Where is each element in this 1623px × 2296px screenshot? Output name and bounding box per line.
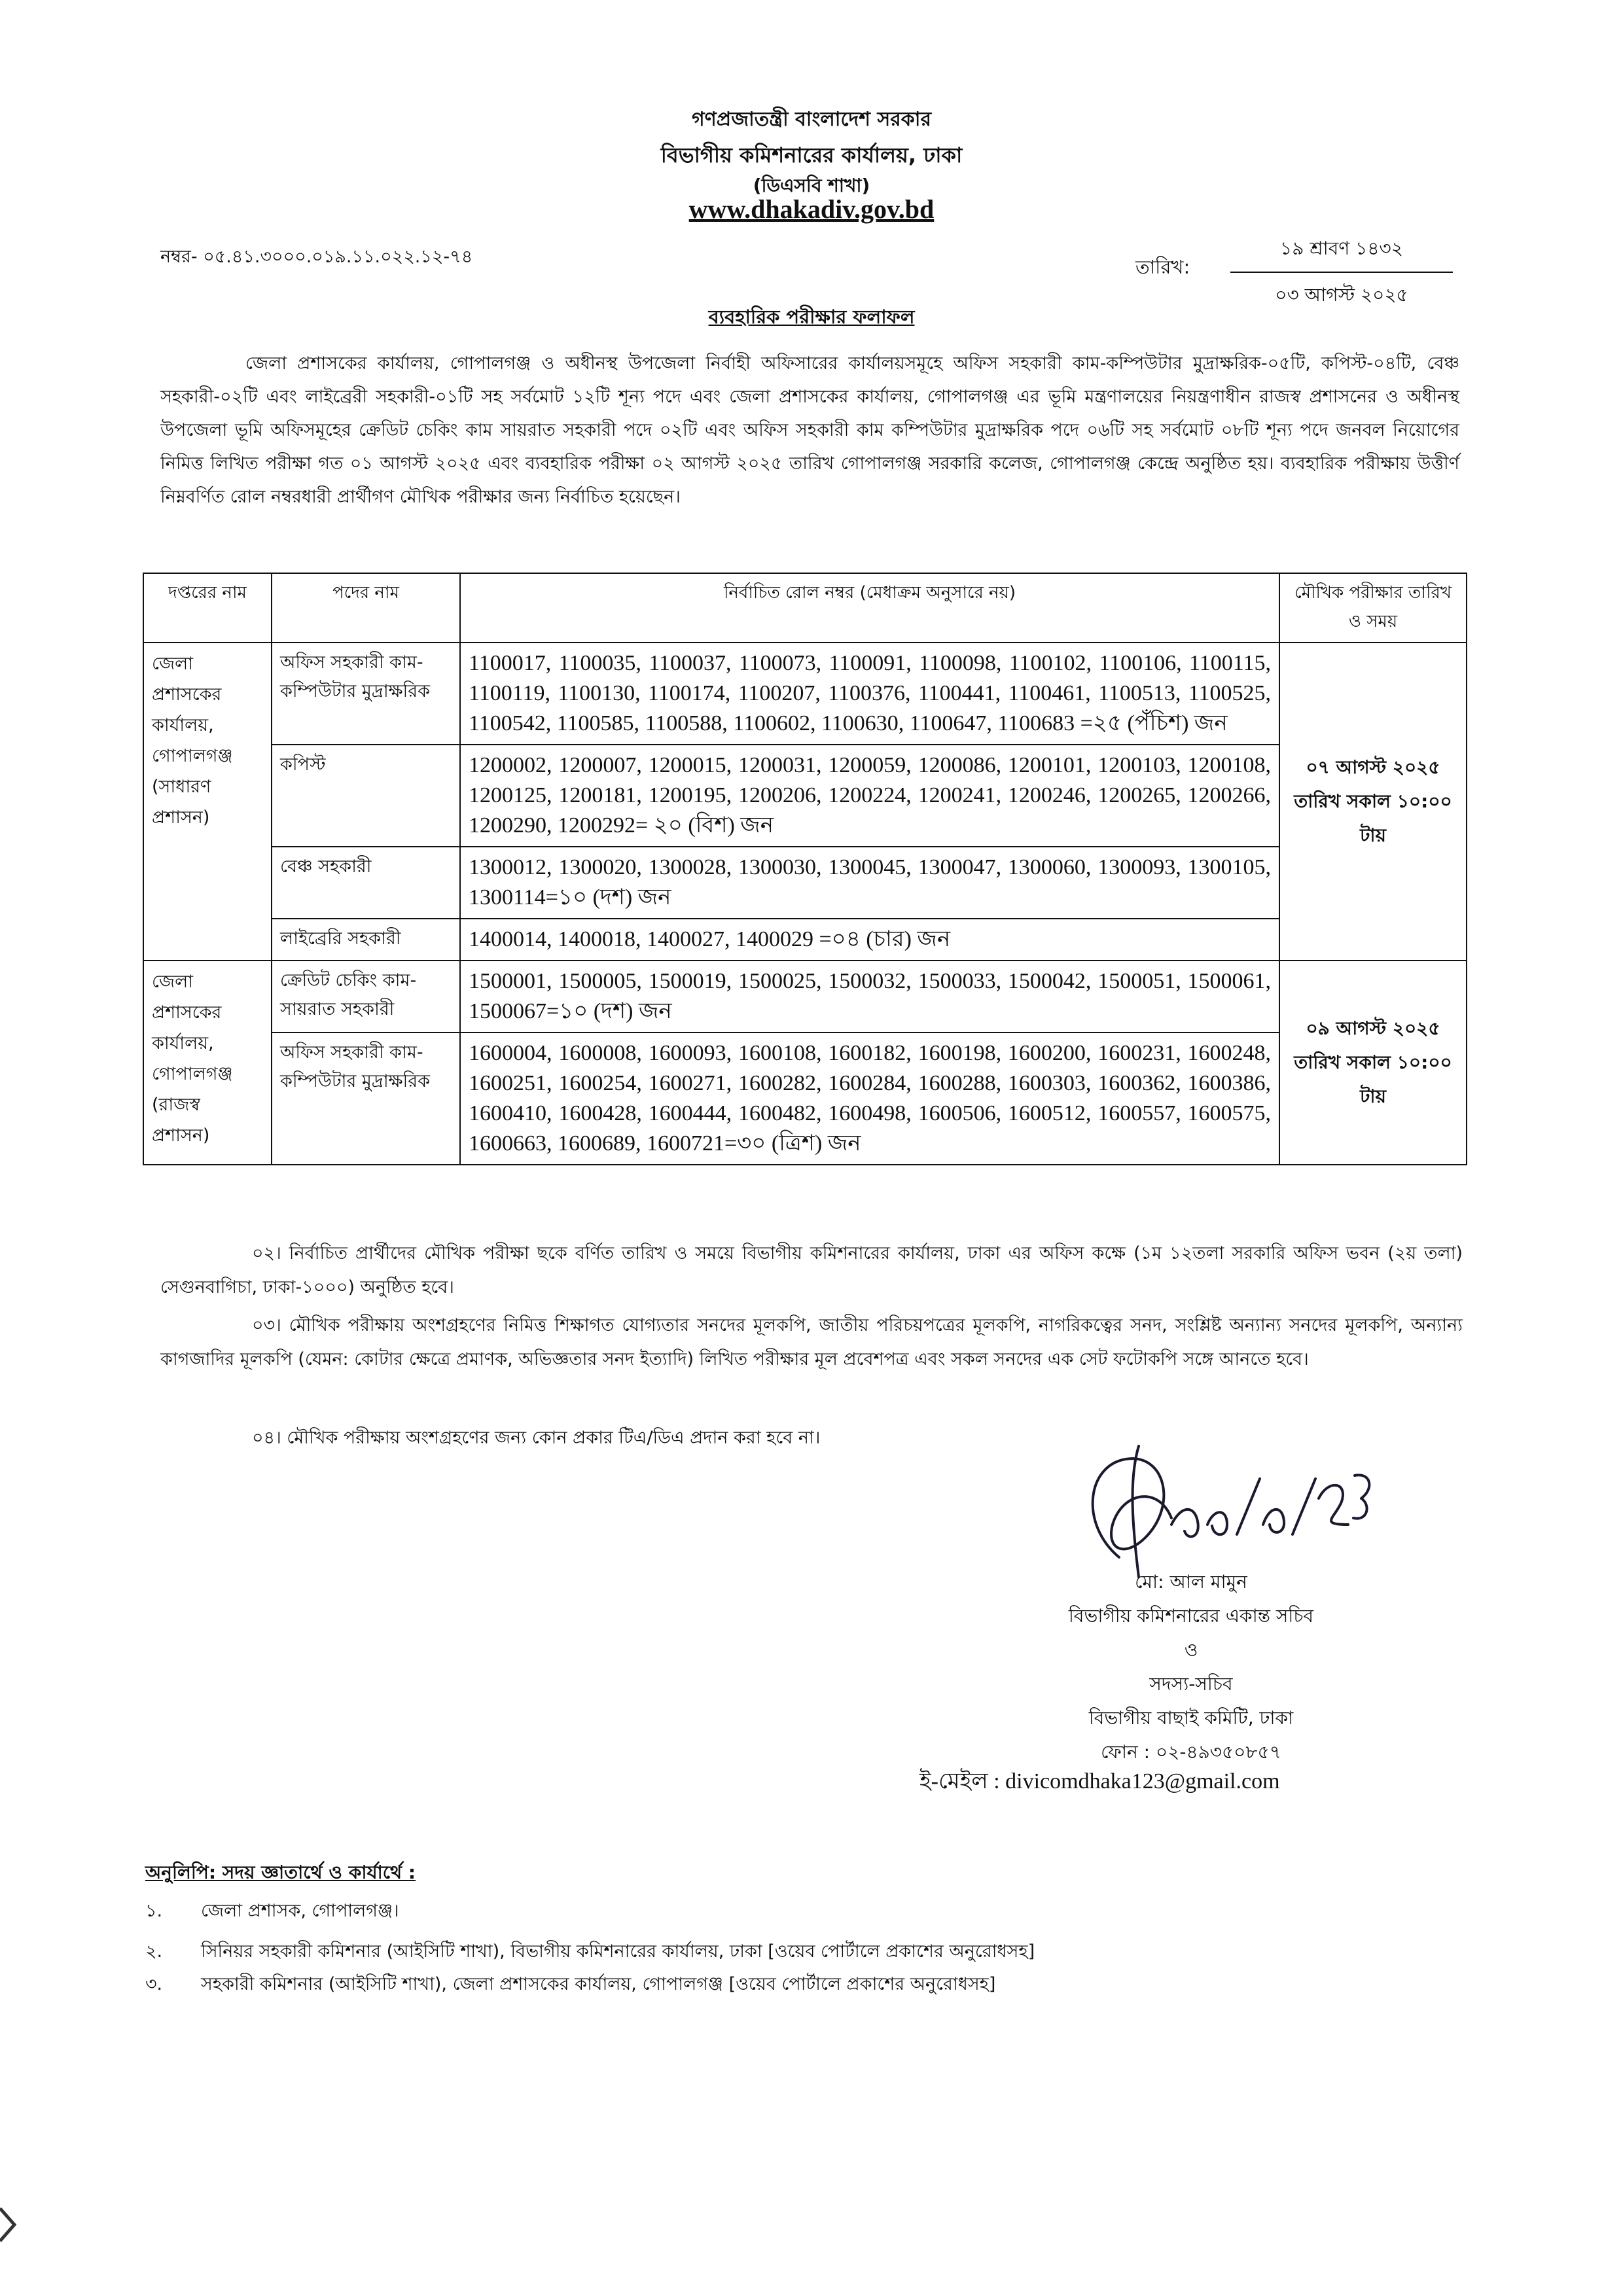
cc-item-text: সিনিয়র সহকারী কমিশনার (আইসিটি শাখা), বিভাগীয় কমিশনারের কার্যালয়, ঢাকা [ওয়েব পোর্টালে প্রকাশের অনুরোধসহ] — [201, 1941, 1035, 1962]
cc-item-text: জেলা প্রশাসক, গোপালগঞ্জ। — [201, 1901, 399, 1921]
cc-item-number: ২. — [145, 1941, 163, 1962]
signatory-designation: বিভাগীয় কমিশনারের একান্ত সচিব — [1068, 1605, 1314, 1627]
date-bangla: ১৯ শ্রাবণ ১৪৩২ — [1230, 234, 1453, 273]
rolls-office-assistant-revenue: 1600004, 1600008, 1600093, 1600108, 1600182, 1600198, 1600200, 1600231, 1600248, 1600251, 1600254, 1600271, 1600282, 1600284, 1600288, 1600303, 1600362, 1600386, 1600410, 1600428, 1600444, 1600482, 1600498, 1600506, 1600512, 1600557, 1600575, 1600663, 1600689, 1600721=৩০ (ত্রিশ) জন — [460, 1033, 1279, 1165]
date-english: ০৩ আগস্ট ২০২৫ — [1275, 284, 1408, 306]
viva-date-general: ০৭ আগস্ট ২০২৫ তারিখ সকাল ১০:০০ টায় — [1279, 643, 1467, 961]
note-ta-da: ০৪। মৌখিক পরীক্ষায় অংশগ্রহণের জন্য কোন প্রকার টিএ/ডিএ প্রদান করা হবে না। — [252, 1428, 821, 1448]
cc-item — [145, 1971, 995, 2000]
cc-title: অনুলিপি: সদয় জ্ঞাতার্থে ও কার্যার্থে : — [145, 1862, 416, 1883]
post-library-assistant: লাইব্রেরি সহকারী — [272, 919, 460, 961]
signatory-committee: বিভাগীয় বাছাই কমিটি, ঢাকা — [1088, 1707, 1294, 1729]
signatory-name: মো: আল মামুন — [1135, 1571, 1247, 1593]
table-row — [143, 643, 1467, 745]
post-bench-assistant: বেঞ্চ সহকারী — [272, 847, 460, 919]
header-website: www.dhakadiv.gov.bd — [688, 194, 935, 224]
cc-item — [145, 1938, 1035, 1968]
date-block — [1230, 234, 1453, 311]
signatory-phone: ফোন : ০২-৪৯৩৫০৮৫৭ — [1101, 1741, 1281, 1763]
cc-item — [145, 1898, 399, 1927]
intro-paragraph: জেলা প্রশাসকের কার্যালয়, গোপালগঞ্জ ও অধীনস্থ উপজেলা নির্বাহী অফিসারের কার্যালয়সমূহে অফিস সহকারী কাম-কম্পিউটার মুদ্রাক্ষরিক-০৫টি, কপিস্ট-০৪টি, বেঞ্চ সহকারী-০২টি এবং লাইব্রেরী সহকারী-০১টি সহ সর্বমোট ১২টি শূন্য পদে এবং জেলা প্রশাসকের কার্যালয়, গোপালগঞ্জ এর ভূমি মন্ত্রণালয়ের নিয়ন্ত্রণাধীন রাজস্ব প্রশাসনের ও অধীনস্থ উপজেলা ভূমি অফিসমূহের ক্রেডিট চেকিং কাম সায়রাত সহকারী পদে ০২টি এবং অফিস সহকারী কাম কম্পিউটার মুদ্রাক্ষরিক পদে ০৬টি সহ সর্বমোট ০৮টি শূন্য পদে জনবল নিয়োগের নিমিত্ত লিখিত পরীক্ষা গত ০১ আগস্ট ২০২৫ এবং ব্যবহারিক পরীক্ষা ০২ আগস্ট ২০২৫ তারিখ গোপালগঞ্জ সরকারি কলেজ, গোপালগঞ্জ কেন্দ্রে অনুষ্ঠিত হয়। ব্যবহারিক পরীক্ষায় উত্তীর্ণ নিম্নবর্ণিত রোল নম্বরধারী প্রার্থীগণ মৌখিক পরীক্ষার জন্য নির্বাচিত হয়েছেন। — [160, 353, 1459, 507]
page-edge-mark — [0, 2205, 26, 2244]
rolls-bench-assistant: 1300012, 1300020, 1300028, 1300030, 1300045, 1300047, 1300060, 1300093, 1300105, 1300114=১০ (দশ) জন — [460, 847, 1279, 919]
header-office: দপ্তরের নাম — [143, 573, 272, 643]
cc-item-text: সহকারী কমিশনার (আইসিটি শাখা), জেলা প্রশাসকের কার্যালয়, গোপালগঞ্জ [ওয়েব পোর্টালে প্রকাশের অনুরোধসহ] — [201, 1974, 996, 1994]
table-row — [143, 919, 1467, 961]
office-revenue-admin: জেলা প্রশাসকের কার্যালয়, গোপালগঞ্জ (রাজস্ব প্রশাসন) — [143, 961, 272, 1165]
post-copyist: কপিস্ট — [272, 745, 460, 847]
rolls-credit-checking: 1500001, 1500005, 1500019, 1500025, 1500032, 1500033, 1500042, 1500051, 1500061, 1500067=১০ (দশ) জন — [460, 961, 1279, 1033]
table-row — [143, 745, 1467, 847]
header-office: বিভাগীয় কমিশনারের কার্যালয়, ঢাকা — [660, 143, 963, 168]
subject-title: ব্যবহারিক পরীক্ষার ফলাফল — [708, 306, 915, 328]
memo-number: নম্বর- ০৫.৪১.৩০০০.০১৯.১১.০২২.১২-৭৪ — [160, 247, 473, 267]
cc-item-number: ৩. — [145, 1974, 163, 1994]
post-credit-checking: ক্রেডিট চেকিং কাম-সায়রাত সহকারী — [272, 961, 460, 1033]
post-office-assistant: অফিস সহকারী কাম-কম্পিউটার মুদ্রাক্ষরিক — [272, 643, 460, 745]
table-row — [143, 1033, 1467, 1165]
results-table — [143, 573, 1467, 1165]
header-branch: (ডিএসবি শাখা) — [753, 175, 870, 196]
note-documents: ০৩। মৌখিক পরীক্ষায় অংশগ্রহণের নিমিত্ত শিক্ষাগত যোগ্যতার সনদের মূলকপি, জাতীয় পরিচয়পত্রের মূলকপি, নাগরিকত্বের সনদ, সংশ্লিষ্ট অন্যান্য সনদের মূলকপি, অন্যান্য কাগজাদির মূলকপি (যেমন: কোটার ক্ষেত্রে প্রমাণক, অভিজ্ঞতার সনদ ইত্যাদি) লিখিত পরীক্ষার মূল প্রবেশপত্র এবং সকল সনদের এক সেট ফটোকপি সঙ্গে আনতে হবে। — [160, 1315, 1463, 1369]
table-row — [143, 847, 1467, 919]
table-row — [143, 961, 1467, 1033]
table-header-row — [143, 573, 1467, 643]
note-venue: ০২। নির্বাচিত প্রার্থীদের মৌখিক পরীক্ষা ছকে বর্ণিত তারিখ ও সময়ে বিভাগীয় কমিশনারের কার্যালয়, ঢাকা এর অফিস কক্ষে (১ম ১২তলা সরকারি অফিস ভবন (২য় তলা) সেগুনবাগিচা, ঢাকা-১০০০) অনুষ্ঠিত হবে। — [160, 1243, 1463, 1298]
date-label: তারিখ: — [1135, 256, 1190, 278]
rolls-copyist: 1200002, 1200007, 1200015, 1200031, 1200059, 1200086, 1200101, 1200103, 1200108, 1200125, 1200181, 1200195, 1200206, 1200224, 1200241, 1200246, 1200265, 1200266, 1200290, 1200292= ২০ (বিশ) জন — [460, 745, 1279, 847]
office-general-admin: জেলা প্রশাসকের কার্যালয়, গোপালগঞ্জ (সাধারণ প্রশাসন) — [143, 643, 272, 961]
signatory-conjunction: ও — [1184, 1639, 1198, 1661]
post-office-assistant-revenue: অফিস সহকারী কাম-কম্পিউটার মুদ্রাক্ষরিক — [272, 1033, 460, 1165]
cc-item-number: ১. — [145, 1901, 163, 1921]
header-government: গণপ্রজাতন্ত্রী বাংলাদেশ সরকার — [692, 108, 931, 131]
header-rolls: নির্বাচিত রোল নম্বর (মেধাক্রম অনুসারে নয়) — [460, 573, 1279, 643]
signatory-member-secretary: সদস্য-সচিব — [1149, 1673, 1233, 1695]
rolls-library-assistant: 1400014, 1400018, 1400027, 1400029 =০৪ (চার) জন — [460, 919, 1279, 961]
header-viva: মৌখিক পরীক্ষার তারিখ ও সময় — [1279, 573, 1467, 643]
header-post: পদের নাম — [272, 573, 460, 643]
signatory-email: ই-মেইল : divicomdhaka123@gmail.com — [919, 1769, 1280, 1793]
viva-date-revenue: ০৯ আগস্ট ২০২৫ তারিখ সকাল ১০:০০ টায় — [1279, 961, 1467, 1165]
rolls-office-assistant: 1100017, 1100035, 1100037, 1100073, 1100091, 1100098, 1100102, 1100106, 1100115, 1100119, 1100130, 1100174, 1100207, 1100376, 1100441, 1100461, 1100513, 1100525, 1100542, 1100585, 1100588, 1100602, 1100630, 1100647, 1100683 =২৫ (পঁচিশ) জন — [460, 643, 1279, 745]
